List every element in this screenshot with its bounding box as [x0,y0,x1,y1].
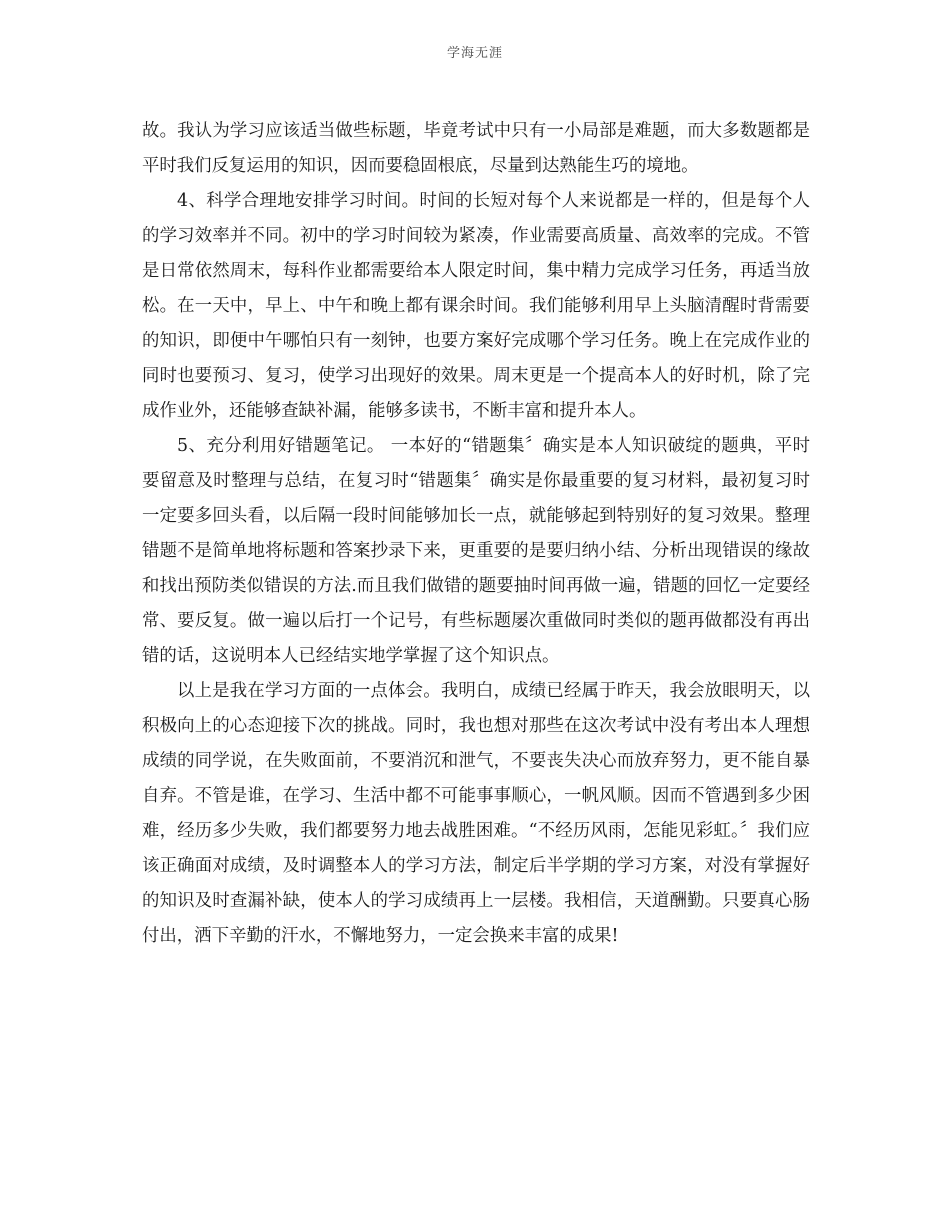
page-header: 学海无涯 [446,46,503,61]
paragraph-error-notebook: 5、充分利用好错题笔记。 一本好的“错题集〞确实是本人知识破绽的题典，平时要留意及时整理与总结，在复习时“错题集〞确实是你最重要的复习材料，最初复习时一定要多回头看，以后隔一段时间能够加长一点，就能够起到特别好的复习效果。整理错题不是简单地将标题和答案抄录下来，更重要的是要归纳小结、分析出现错误的缘故和找出预防类似错误的方法.而且我们做错的题要抽时间再做一遍，错题的回忆一定要经常、要反复。做一遍以后打一个记号，有些标题屡次重做同时类似的题再做都没有再出错的话，这说明本人已经结实地学掌握了这个知识点。 [142,436,810,666]
paragraph-conclusion: 以上是我在学习方面的一点体会。我明白，成绩已经属于昨天，我会放眼明天，以积极向上的心态迎接下次的挑战。同时，我也想对那些在这次考试中没有考出本人理想成绩的同学说，在失败面前，不要消沉和泄气，不要丧失决心而放弃努力，更不能自暴自弃。不管是谁，在学习、生活中都不可能事事顺心，一帆风顺。因而不管遇到多少困难，经历多少失败，我们都要努力地去战胜困难。“不经历风雨，怎能见彩虹。〞我们应该正确面对成绩，及时调整本人的学习方法，制定后半学期的学习方案，对没有掌握好的知识及时查漏补缺，使本人的学习成绩再上一层楼。我相信，天道酬勤。只要真心肠付出，洒下辛勤的汗水，不懈地努力，一定会换来丰富的成果! [142,681,810,946]
document-body [142,114,810,954]
paragraph-study-time: 4、科学合理地安排学习时间。时间的长短对每个人来说都是一样的，但是每个人的学习效率并不同。初中的学习时间较为紧凑，作业需要高质量、高效率的完成。不管是日常依然周末，每科作业都需要给本人限定时间，集中精力完成学习任务，再适当放松。在一天中，早上、中午和晚上都有课余时间。我们能够利用早上头脑清醒时背需要的知识，即便中午哪怕只有一刻钟，也要方案好完成哪个学习任务。晚上在完成作业的同时也要预习、复习，使学习出现好的效果。周末更是一个提高本人的好时机，除了完成作业外，还能够查缺补漏，能够多读书，不断丰富和提升本人。 [142,191,810,421]
paragraph-continuation: 故。我认为学习应该适当做些标题，毕竟考试中只有一小局部是难题，而大多数题都是平时我们反复运用的知识，因而要稳固根底，尽量到达熟能生巧的境地。 [142,121,810,176]
